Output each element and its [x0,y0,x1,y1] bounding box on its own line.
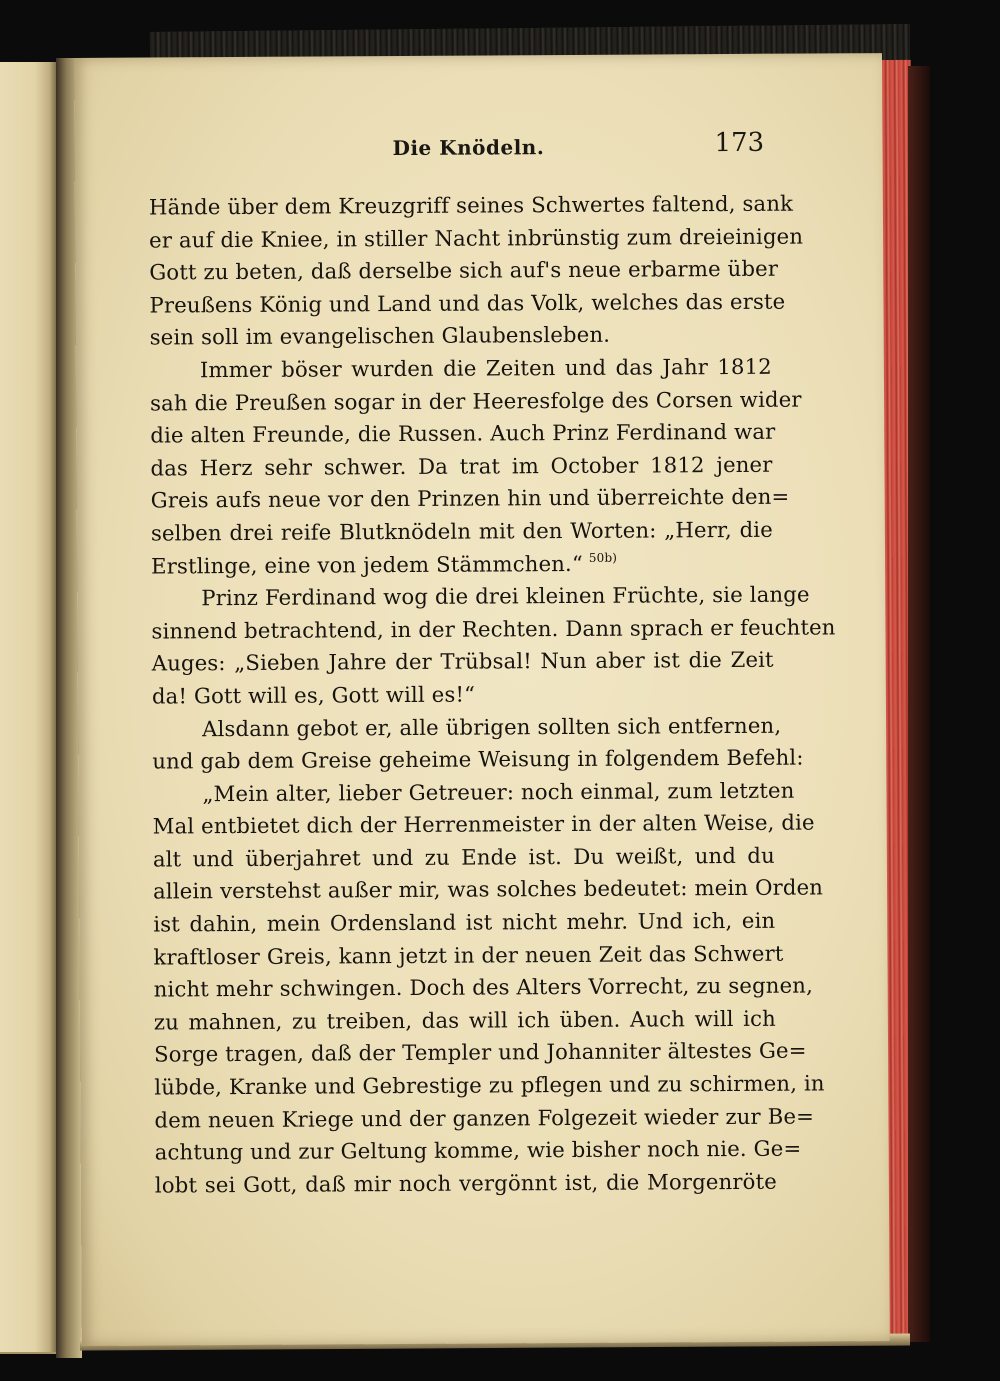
facing-page-edge [0,62,58,1354]
text-line: Auges: „Sieben Jahre der Trübsal! Nun aber ist die Zeit [151,647,774,676]
paragraph [152,774,825,1202]
text-line: allein verstehst außer mir, was solches bedeutet: mein Orden [153,874,824,905]
text-line: Preußens König und Land und das Volk, welches das erste [149,288,786,318]
footnote-reference: 50b) [588,551,618,566]
body-text [148,188,836,1202]
text-line: Erstlinge, eine von jedem Stämmchen.“ [151,550,583,579]
text-line: kraftloser Greis, kann jetzt in der neuen Zeit das Schwert [153,940,784,970]
book-page [74,53,890,1346]
text-line: Immer böser wurden die Zeiten und das Jahr 1812 [199,353,772,383]
text-line: nicht mehr schwingen. Doch des Alters Vorrecht, zu segnen, [153,972,813,1002]
text-line: Greis aufs neue vor den Prinzen hin und überreichte den= [150,483,790,513]
paragraph [152,709,804,778]
text-line: das Herz sehr schwer. Da trat im October 1812 jener [150,451,773,481]
text-line: da! Gott will es, Gott will es!“ [151,681,476,709]
paragraph [151,579,836,713]
text-line: „Mein alter, lieber Getreuer: noch einmal, zum letzten [202,777,795,806]
text-line: sinnend betrachtend, in der Rechten. Dann sprach er feuchten [151,614,836,644]
text-line: lobt sei Gott, daß mir noch vergönnt ist, die Morgenröte [154,1168,777,1198]
running-title: Die Knödeln. [392,135,545,161]
text-line: die alten Freunde, die Russen. Auch Prinz Ferdinand war [150,418,776,448]
paragraph [148,188,804,355]
text-line: Sorge tragen, daß der Templer und Johanniter ältestes Ge= [154,1037,807,1067]
text-line: Mal entbietet dich der Herrenmeister in der alten Weise, die [152,809,815,839]
running-head [74,127,834,161]
text-line: er auf die Kniee, in stiller Nacht inbrünstig zum dreieinigen [149,223,804,253]
text-line: sein soll im evangelischen Glaubensleben. [149,322,611,350]
text-line: selben drei reife Blutknödeln mit den Worten: „Herr, die [150,516,773,546]
text-line: dem neuen Kriege und der ganzen Folgezeit wieder zur Be= [154,1103,815,1133]
text-line-with-footnote [151,546,773,582]
text-line: Hände über dem Kreuzgriff seines Schwertes faltend, sank [148,190,794,220]
text-line: Prinz Ferdinand wog die drei kleinen Früchte, sie lange [201,581,810,611]
page-number: 173 [714,127,765,159]
text-line: zu mahnen, zu treiben, das will ich üben. Auch will ich [153,1005,776,1035]
paragraph [150,351,802,583]
text-line: und gab dem Greise geheime Weisung in folgendem Befehl: [152,744,804,774]
book-cover-edge [908,66,930,1342]
text-line: Gott zu beten, daß derselbe sich auf's neue erbarme über [149,255,779,285]
text-line: Alsdann gebot er, alle übrigen sollten sich entfernen, [202,712,782,741]
text-line: ist dahin, mein Ordensland ist nicht mehr. Und ich, ein [153,907,776,937]
text-line: lübde, Kranke und Gebrestige zu pflegen und zu schirmen, in [154,1070,825,1100]
text-line: alt und überjahret und zu Ende ist. Du weißt, und du [152,842,775,872]
text-line: achtung und zur Geltung komme, wie bisher noch nie. Ge= [154,1135,802,1165]
text-line: sah die Preußen sogar in der Heeresfolge des Corsen wider [150,386,802,416]
